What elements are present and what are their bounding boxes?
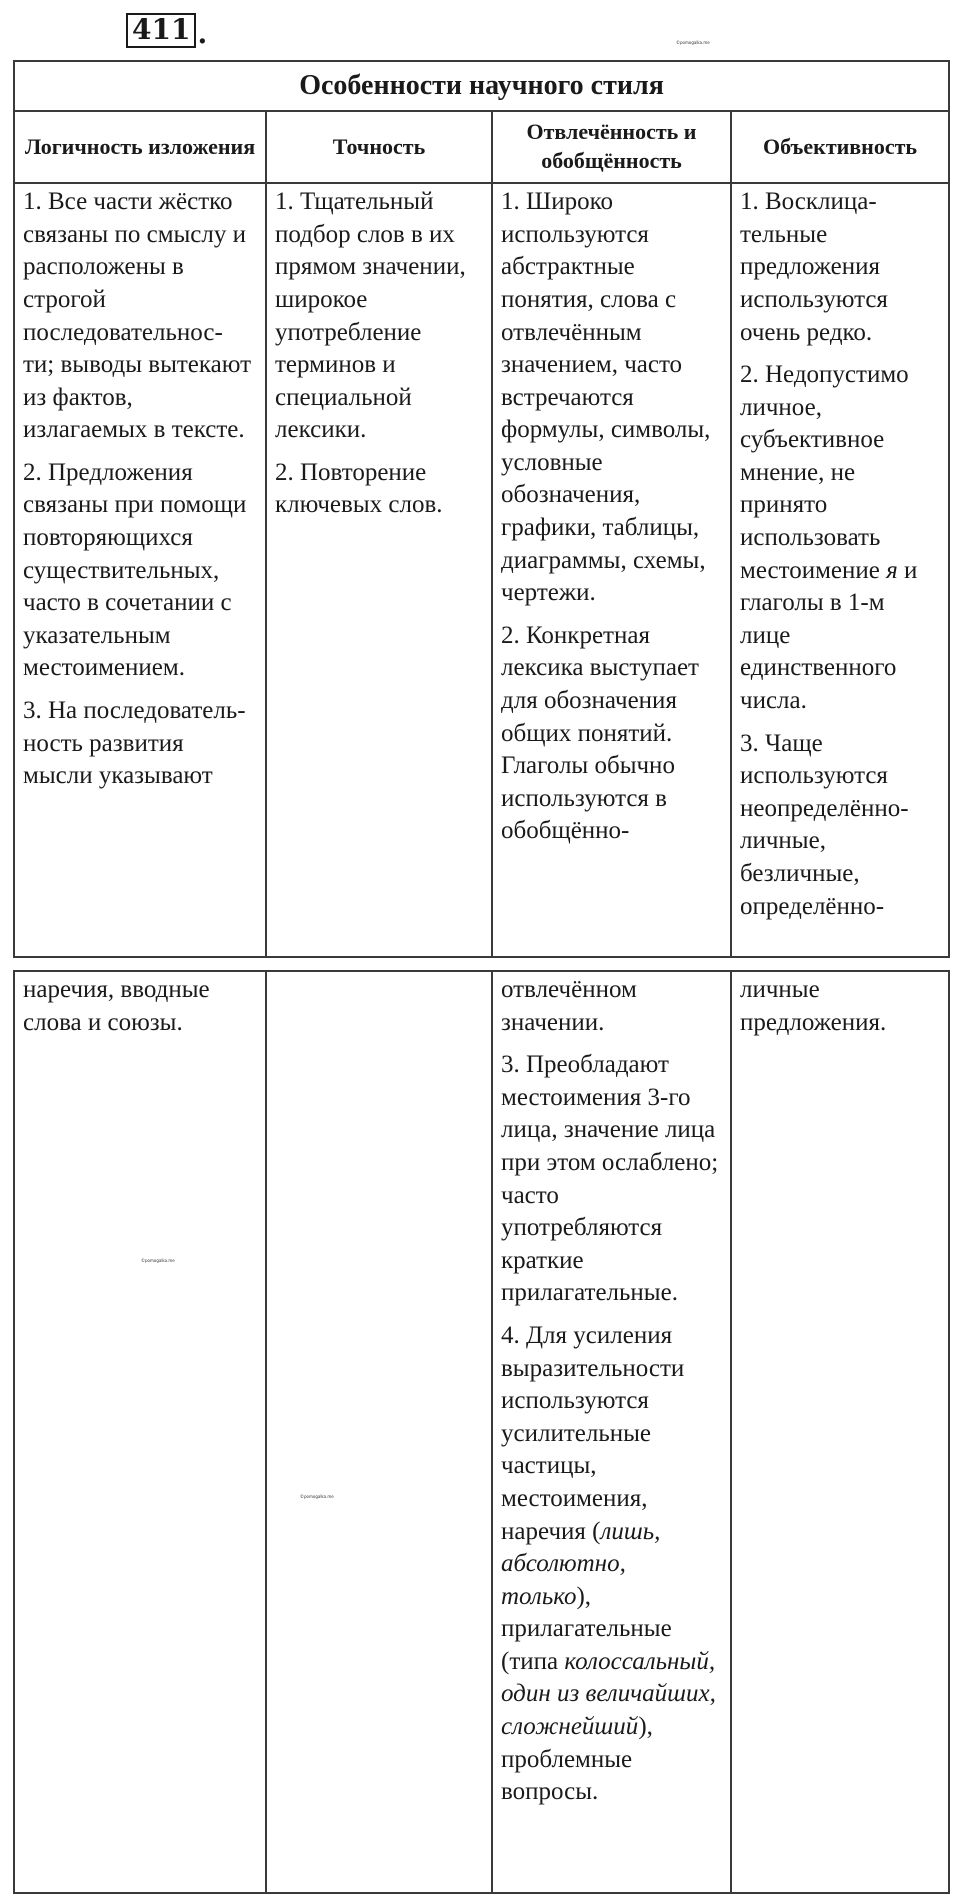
watermark-mid: ©pomogalka.me [141, 1258, 175, 1263]
objectivity-item-2-text-a: 2. Недопустимо личное, субъективное мнение, не принято использовать местоимение [740, 361, 909, 584]
objectivity-item-2-italic: я [886, 556, 898, 584]
cell-precision-part1 [266, 183, 492, 957]
objectivity-item-2 [740, 359, 940, 718]
cell-precision-part2 [266, 971, 492, 1893]
objectivity-item-1: 1. Восклица- тельные предложения используются очень редко. [740, 188, 888, 346]
column-header-abstraction: Отвлечённость и обобщённость [492, 111, 731, 183]
precision-item-2: 2. Повторение ключевых слов. [275, 458, 443, 519]
objectivity-item-3-continued: личные предложения. [740, 976, 887, 1036]
logic-item-3: 3. На последователь- ность развития мысли указывают [23, 697, 246, 790]
table-header-row [14, 111, 949, 183]
cell-abstraction-part1 [492, 183, 731, 957]
abstraction-item-4 [501, 1320, 722, 1809]
column-header-precision: Точность [266, 111, 492, 183]
column-header-logic: Логичность изложения [14, 111, 266, 183]
logic-item-2: 2. Предложения связаны при помощи повторяющихся существительных, часто в сочетании с указательным местоимением. [23, 458, 247, 682]
cell-abstraction-part2 [492, 971, 731, 1893]
table-title-row [14, 61, 949, 111]
column-header-objectivity: Объективность [731, 111, 949, 183]
logic-item-1: 1. Все части жёстко связаны по смыслу и расположены в строгой последовательнос- ти; выводы вытекают из фактов, излагаемых в тексте. [23, 188, 252, 444]
table-body-row-continued [14, 971, 949, 1893]
logic-item-3-continued: наречия, вводные слова и союзы. [23, 976, 210, 1036]
exercise-number [126, 12, 207, 48]
cell-objectivity-part2 [731, 971, 949, 1893]
exercise-number-dot: . [197, 17, 208, 50]
table-title: Особенности научного стиля [14, 61, 949, 111]
abstraction-item-1: 1. Широко используются абстрактные понятия, слова с отвлечённым значением, часто встречаются формулы, символы, условные обозначения, графики, таблицы, диаграммы, схемы, чертежи. [501, 188, 711, 607]
objectivity-item-3: 3. Чаще используются неопределённо- личные, безличные, определённо- [740, 729, 909, 920]
abstraction-item-4-text-b: ), прилагательные (типа [501, 1582, 672, 1675]
abstraction-item-2-continued: отвлечённом значении. [501, 976, 637, 1036]
watermark-low: ©pomogalka.me [300, 1494, 334, 1499]
abstraction-item-4-italic-b: колоссальный, один из величайших, сложнейший [501, 1647, 716, 1741]
cell-logic-part1 [14, 183, 266, 957]
table-body-row [14, 183, 949, 957]
abstraction-item-2: 2. Конкретная лексика выступает для обозначения общих понятий. Глаголы обычно используются в обобщённо- [501, 621, 699, 845]
abstraction-item-4-text-c: ), проблемные вопросы. [501, 1713, 653, 1806]
precision-item-1: 1. Тщательный подбор слов в их прямом значении, широкое употребление терминов и специальной лексики. [275, 188, 466, 444]
watermark-top: ©pomogalka.me [676, 40, 710, 45]
cell-objectivity-part1 [731, 183, 949, 957]
objectivity-item-2-text-b: и глаголы в 1-м лице единственного числа. [740, 556, 918, 715]
style-features-table-part2 [13, 970, 950, 1894]
abstraction-item-3: 3. Преобладают местоимения 3-го лица, значение лица при этом ослаблено; часто употребляются краткие прилагательные. [501, 1051, 719, 1307]
exercise-number-box: 411 [126, 13, 196, 48]
style-features-table-part1 [13, 60, 950, 958]
cell-logic-part2 [14, 971, 266, 1893]
abstraction-item-4-text-a: 4. Для усиления выразительности используются усилительные частицы, местоимения, наречия ( [501, 1321, 685, 1545]
abstraction-item-4-italic-a: лишь, абсолютно, только [501, 1517, 661, 1610]
